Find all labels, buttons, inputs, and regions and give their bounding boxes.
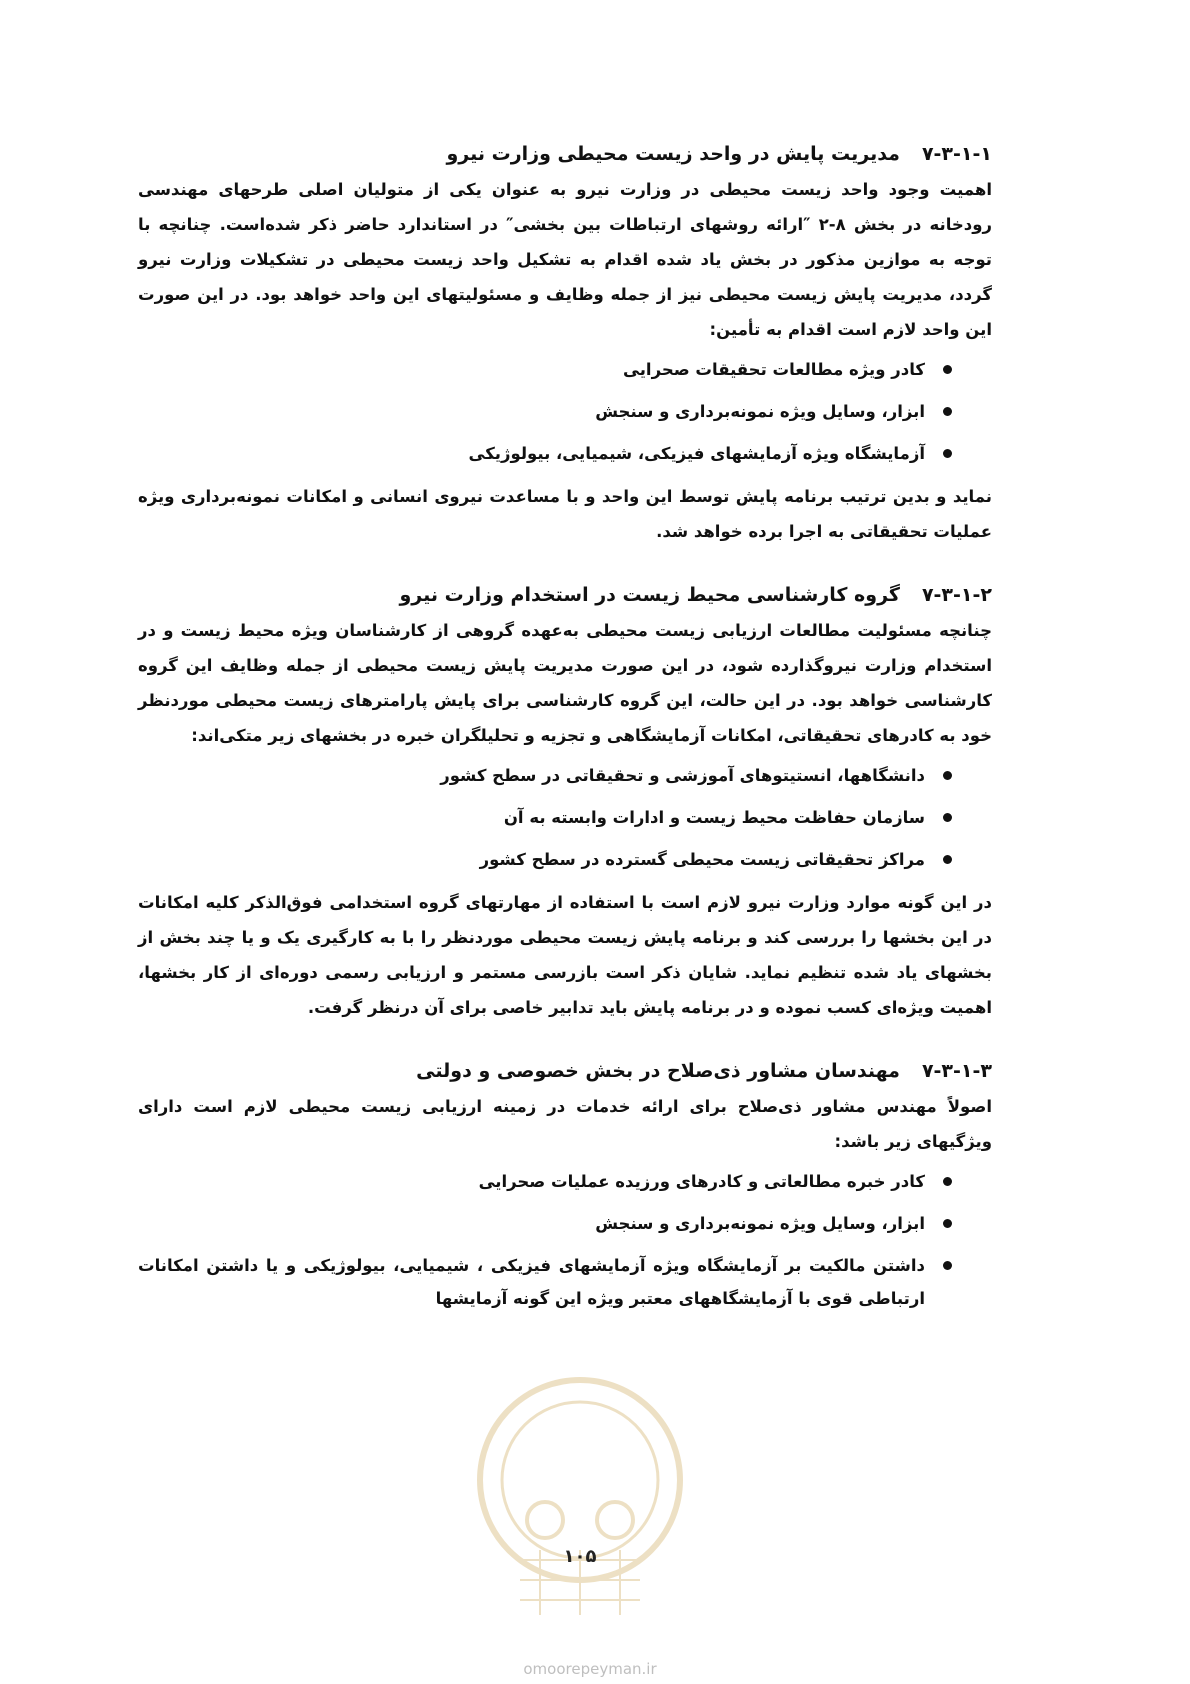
list-item <box>138 395 952 428</box>
section-intro: اصولاً مهندس مشاور ذی‌صلاح برای ارائه خدمات در زمینه ارزیابی زیست محیطی لازم است دارای ویژگیهای زیر باشد: <box>138 1097 992 1151</box>
section-number: ۷-۳-۱-۱ <box>921 143 992 165</box>
list-item-text: داشتن مالکیت بر آزمایشگاه ویژه آزمایشهای فیزیکی ، شیمیایی، بیولوژیکی و یا داشتن امکانات ارتباطی قوی با آزمایشگاههای معتبر ویژه این گونه آزمایشها <box>138 1256 925 1308</box>
page-number: ۱۰۵ <box>563 1546 597 1567</box>
bullet-list <box>138 353 992 470</box>
section-intro: اهمیت وجود واحد زیست محیطی در وزارت نیرو به عنوان یکی از متولیان اصلی طرحهای مهندسی رودخانه در بخش ۸-۲ ″ارائه روشهای ارتباطات بین بخشی″ در استاندارد حاضر ذکر شده‌است. چنانچه با توجه به موازین مذکور در بخش یاد شده اقدام به تشکیل واحد زیست محیطی در تشکیلات وزارت نیرو گردد، مدیریت پایش زیست محیطی نیز از جمله وظایف و مسئولیتهای این واحد خواهد بود. در این صورت این واحد لازم است اقدام به تأمین: <box>138 180 992 339</box>
section-title: مدیریت پایش در واحد زیست محیطی وزارت نیرو <box>446 143 900 165</box>
bullet-icon <box>943 449 952 458</box>
bullet-icon <box>943 365 952 374</box>
bullet-icon <box>943 1177 952 1186</box>
list-item-text: کادر ویژه مطالعات تحقیقات صحرایی <box>623 360 925 379</box>
list-item <box>138 437 952 470</box>
list-item-text: ابزار، وسایل ویژه نمونه‌برداری و سنجش <box>595 402 925 421</box>
document-body <box>138 138 992 1345</box>
list-item-text: دانشگاهها، انستیتوهای آموزشی و تحقیقاتی در سطح کشور <box>440 766 925 785</box>
list-item-text: کادر خبره مطالعاتی و کادرهای ورزیده عملیات صحرایی <box>478 1172 925 1191</box>
section-outro: نماید و بدین ترتیب برنامه پایش توسط این واحد و با مساعدت نیروی انسانی و امکانات نمونه‌برداری ویژه عملیات تحقیقاتی به اجرا برده خواهد شد. <box>138 487 992 541</box>
list-item-text: مراکز تحقیقاتی زیست محیطی گسترده در سطح کشور <box>479 850 925 869</box>
section-1 <box>138 138 992 549</box>
list-item <box>138 1249 952 1315</box>
section-heading <box>138 579 992 611</box>
section-title: مهندسان مشاور ذی‌صلاح در بخش خصوصی و دولتی <box>416 1060 900 1082</box>
section-2 <box>138 579 992 1025</box>
bullet-icon <box>943 407 952 416</box>
list-item <box>138 1165 952 1198</box>
bullet-icon <box>943 813 952 822</box>
section-heading <box>138 138 992 170</box>
section-number: ۷-۳-۱-۲ <box>921 584 992 606</box>
bullet-icon <box>943 1219 952 1228</box>
watermark-url: omoorepeyman.ir <box>523 1660 657 1678</box>
section-outro: در این گونه موارد وزارت نیرو لازم است با استفاده از مهارتهای گروه استخدامی فوق‌الذکر کلیه امکانات در این بخشها را بررسی کند و برنامه پایش زیست محیطی موردنظر را با به کارگیری یک و یا چند بخش از بخشهای یاد شده تنظیم نماید. شایان ذکر است بازرسی مستمر و ارزیابی رسمی دوره‌ای از کار بخشها، اهمیت ویژه‌ای کسب نموده و در برنامه پایش باید تدابیر خاصی برای آن درنظر گرفت. <box>138 893 992 1017</box>
list-item <box>138 1207 952 1240</box>
bullet-list <box>138 759 992 876</box>
list-item-text: ابزار، وسایل ویژه نمونه‌برداری و سنجش <box>595 1214 925 1233</box>
list-item <box>138 843 952 876</box>
bullet-icon <box>943 771 952 780</box>
list-item <box>138 759 952 792</box>
list-item-text: سازمان حفاظت محیط زیست و ادارات وابسته به آن <box>503 808 925 827</box>
section-title: گروه کارشناسی محیط زیست در استخدام وزارت نیرو <box>399 584 900 606</box>
bullet-icon <box>943 1261 952 1270</box>
bullet-list <box>138 1165 992 1315</box>
list-item-text: آزمایشگاه ویژه آزمایشهای فیزیکی، شیمیایی، بیولوژیکی <box>468 444 925 463</box>
section-heading <box>138 1055 992 1087</box>
section-number: ۷-۳-۱-۳ <box>921 1060 992 1082</box>
section-3 <box>138 1055 992 1315</box>
list-item <box>138 353 952 386</box>
bullet-icon <box>943 855 952 864</box>
watermark-seal-icon <box>470 1370 690 1630</box>
section-intro: چنانچه مسئولیت مطالعات ارزیابی زیست محیطی به‌عهده گروهی از کارشناسان ویژه محیط زیست و در استخدام وزارت نیروگذارده شود، در این صورت مدیریت پایش زیست محیطی از جمله وظایف این گروه کارشناسی خواهد بود. در این حالت، این گروه کارشناسی برای پایش پارامترهای زیست محیطی موردنظر خود به کادرهای تحقیقاتی، امکانات آزمایشگاهی و تجزیه و تحلیلگران خبره در بخشهای زیر متکی‌اند: <box>138 621 992 745</box>
list-item <box>138 801 952 834</box>
